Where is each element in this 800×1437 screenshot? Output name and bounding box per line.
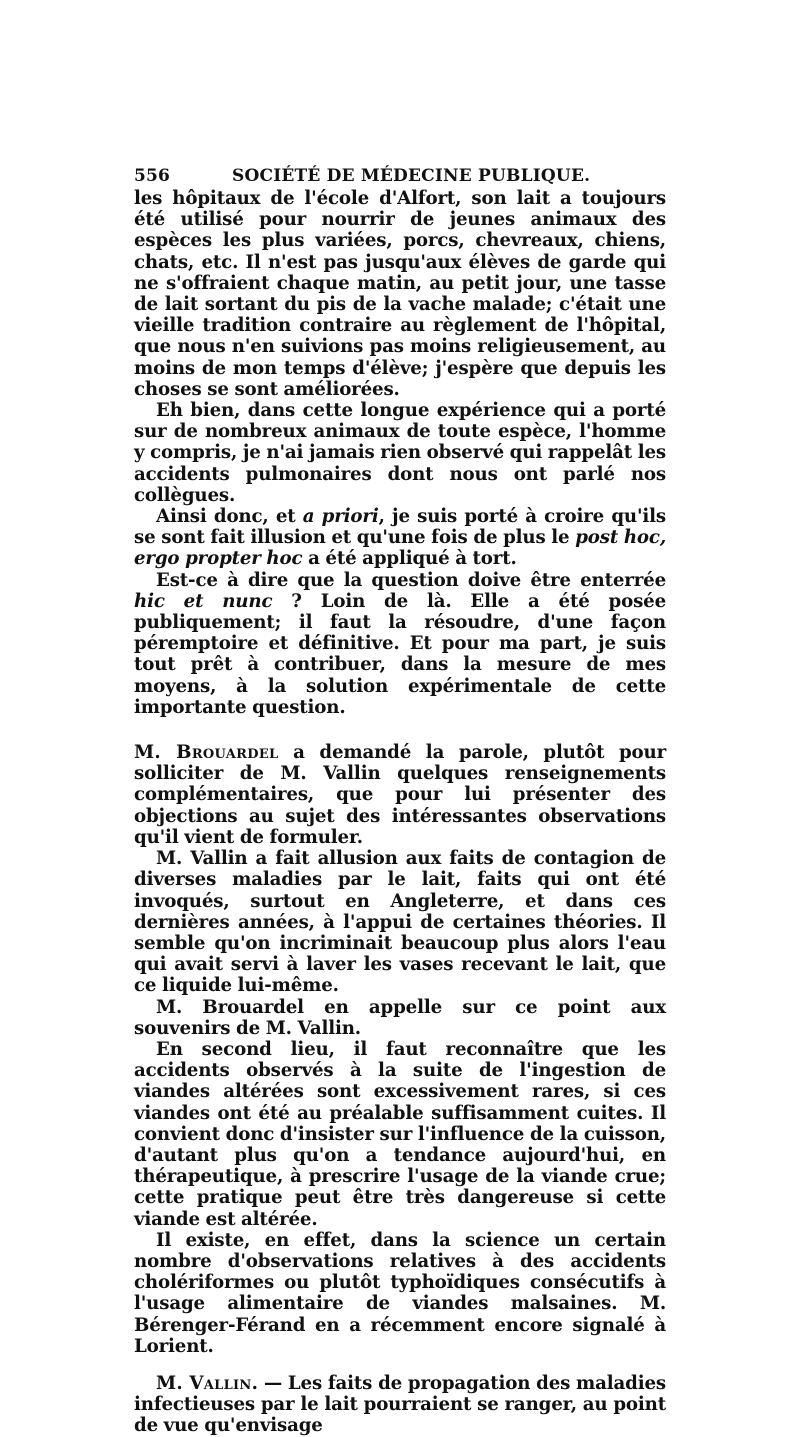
paragraph-text: Ainsi donc, et (156, 506, 303, 528)
page-number: 556 (134, 166, 171, 186)
running-title: SOCIÉTÉ DE MÉDECINE PUBLIQUE. (232, 166, 591, 186)
running-header (134, 166, 666, 186)
paragraph: Eh bien, dans cette longue expérience qui a porté sur de nombreux animaux de toute espèce, l'homme y compris, je n'ai jamais rien observé qui rappelât les accidents pulmonaires dont nous ont parlé nos collègues. (134, 400, 666, 506)
paragraph: M. Brouardel en appelle sur ce point aux souvenirs de M. Vallin. (134, 996, 666, 1039)
paragraph: Il existe, en effet, dans la science un certain nombre d'observations relatives à des accidents cholériformes ou plutôt typhoïdiques consécutifs à l'usage alimentaire de viandes malsaines. M. Bérenger-Férand en a récemment encore signalé à Lorient. (134, 1229, 666, 1357)
paragraph (134, 1373, 666, 1437)
section-gap (134, 718, 666, 742)
speaker-name: M. Vallin. (156, 1372, 259, 1394)
paragraph: M. Vallin a fait allusion aux faits de contagion de diverses maladies par le lait, faits qui ont été invoqués, surtout en Angleterre, et dans ces dernières années, à l'appui de certaines théories. Il semble qu'on incriminait beaucoup plus alors l'eau qui avait servi à laver les vases recevant le lait, que ce liquide lui-même. (134, 848, 666, 997)
latin-phrase: a priori (302, 506, 379, 528)
paragraph: En second lieu, il faut reconnaître que les accidents observés à la suite de l'ingestion de viandes altérées sont excessivement rares, si ces viandes ont été au préalable suffisamment cuites. Il convient donc d'insister sur l'influence de la cuisson, d'autant plus qu'on a tendance aujourd'hui, en thérapeutique, à prescrire l'usage de la viande crue; cette pratique peut être très dangereuse si cette viande est altérée. (134, 1038, 666, 1230)
paragraph-text: a demandé la parole, plutôt pour solliciter de M. Vallin quelques renseignements complémentaires, que pour lui présenter des objections au sujet des intéressantes observations qu'il vient de formuler. (134, 742, 667, 848)
latin-phrase: hic et nunc (134, 590, 273, 612)
section-gap (134, 1357, 666, 1373)
body-text (134, 188, 666, 1437)
paragraph-text: ? Loin de là. Elle a été posée publiquement; il faut la résoudre, d'une façon péremptoire et définitive. Et pour ma part, je suis tout prêt à contribuer, dans la mesure de mes moyens, à la solution expérimentale de cette importante question. (134, 590, 667, 718)
paragraph-text: Est-ce à dire que la question doive être enterrée (156, 569, 666, 591)
paragraph (134, 570, 666, 718)
speaker-name: M. Brouardel (134, 742, 279, 764)
latin-phrase: post hoc, ergo propter hoc (134, 527, 666, 570)
paragraph: les hôpitaux de l'école d'Alfort, son lait a toujours été utilisé pour nourrir de jeunes animaux des espèces les plus variées, porcs, chevreaux, chiens, chats, etc. Il n'est pas jusqu'aux élèves de garde qui ne s'offraient chaque matin, au petit jour, une tasse de lait sortant du pis de la vache malade; c'était une vieille tradition contraire au règlement de l'hôpital, que nous n'en suivions pas moins religieusement, au moins de mon temps d'élève; j'espère que depuis les choses se sont améliorées. (134, 188, 666, 400)
book-page (134, 166, 666, 1437)
paragraph-text: a été appliqué à tort. (302, 548, 517, 570)
paragraph-text: — Les faits de propagation des maladies infectieuses par le lait pourraient se ranger, au point de vue qu'envisage (134, 1372, 667, 1437)
paragraph (134, 506, 666, 570)
paragraph (134, 742, 666, 848)
paragraph-text: , je suis porté à croire qu'ils se sont fait illusion et qu'une fois de plus le (134, 506, 666, 549)
